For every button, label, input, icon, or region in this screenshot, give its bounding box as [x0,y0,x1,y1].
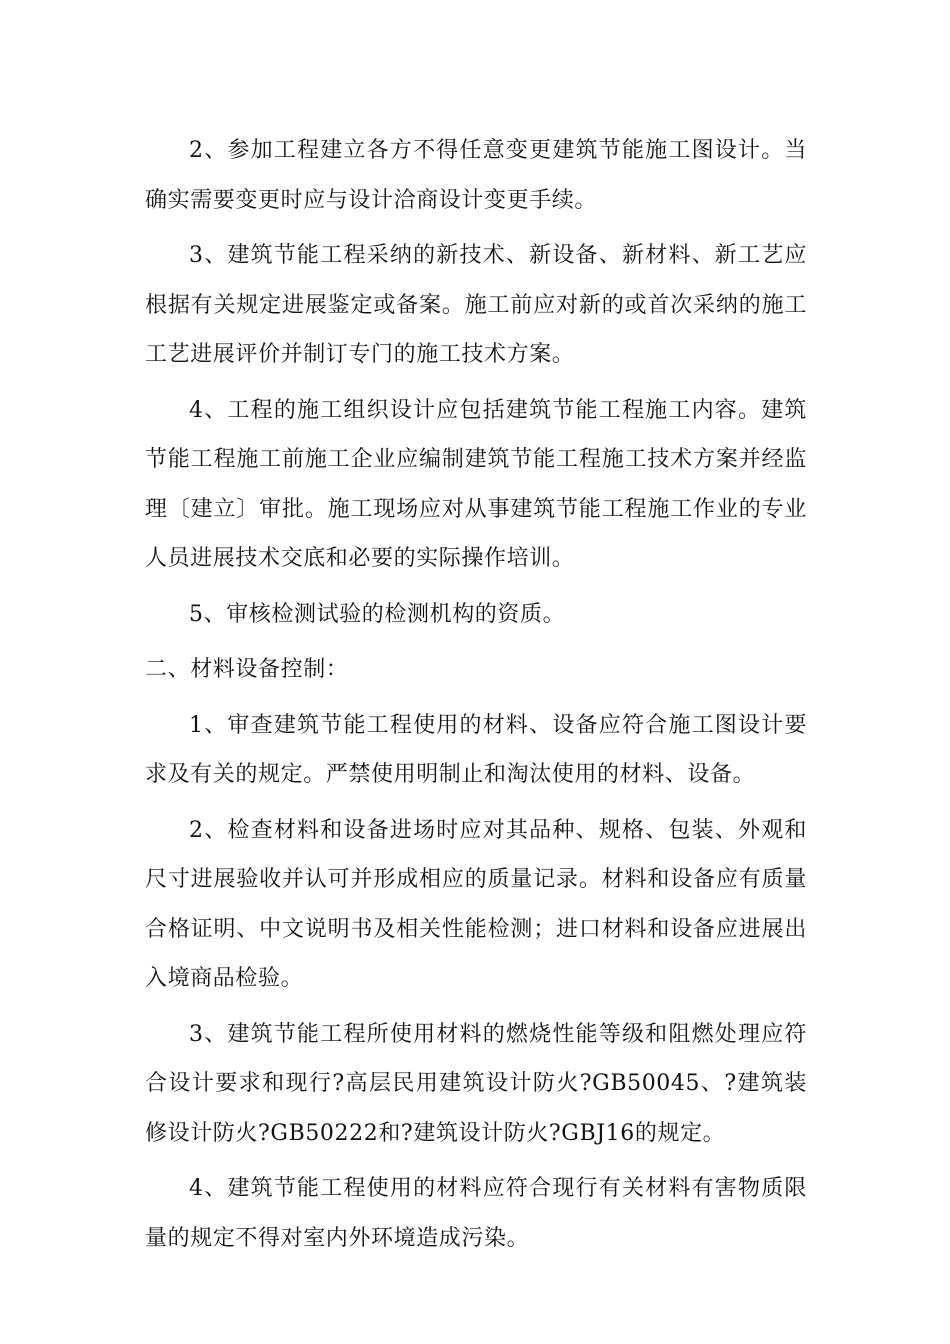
paragraph-item-4: 4、工程的施工组织设计应包括建筑节能工程施工内容。建筑节能工程施工前施工企业应编制建筑节能工程施工技术方案并经监理〔建立〕审批。施工现场应对从事建筑节能工程施工作业的专业人员进展技术交底和必要的实际操作培训。 [145,397,807,571]
paragraph-materials-3: 3、建筑节能工程所使用材料的燃烧性能等级和阻燃处理应符合设计要求和现行?高层民用建筑设计防火?GB50045、?建筑装修设计防火?GB50222和?建筑设计防火?GBJ16的规定。 [145,1021,807,1146]
paragraph-item-5: 5、审核检测试验的检测机构的资质。 [189,601,566,627]
paragraph-materials-2: 2、检查材料和设备进场时应对其品种、规格、包装、外观和尺寸进展验收并认可并形成相应的质量记录。材料和设备应有质量合格证明、中文说明书及相关性能检测；进口材料和设备应进展出入境商品检验。 [145,817,807,991]
paragraph-materials-1: 1、审查建筑节能工程使用的材料、设备应符合施工图设计要求及有关的规定。严禁使用明制止和淘汰使用的材料、设备。 [145,712,807,787]
paragraph-materials-4: 4、建筑节能工程使用的材料应符合现行有关材料有害物质限量的规定不得对室内外环境造成污染。 [145,1176,807,1251]
paragraph-item-2: 2、参加工程建立各方不得任意变更建筑节能施工图设计。当确实需要变更时应与设计洽商设计变更手续。 [145,138,807,213]
paragraph-item-3: 3、建筑节能工程采纳的新技术、新设备、新材料、新工艺应根据有关规定进展鉴定或备案。施工前应对新的或首次采纳的施工工艺进展评价并制订专门的施工技术方案。 [145,243,807,367]
section-heading-materials: 二、材料设备控制： [145,657,349,682]
document-body [145,126,807,1269]
